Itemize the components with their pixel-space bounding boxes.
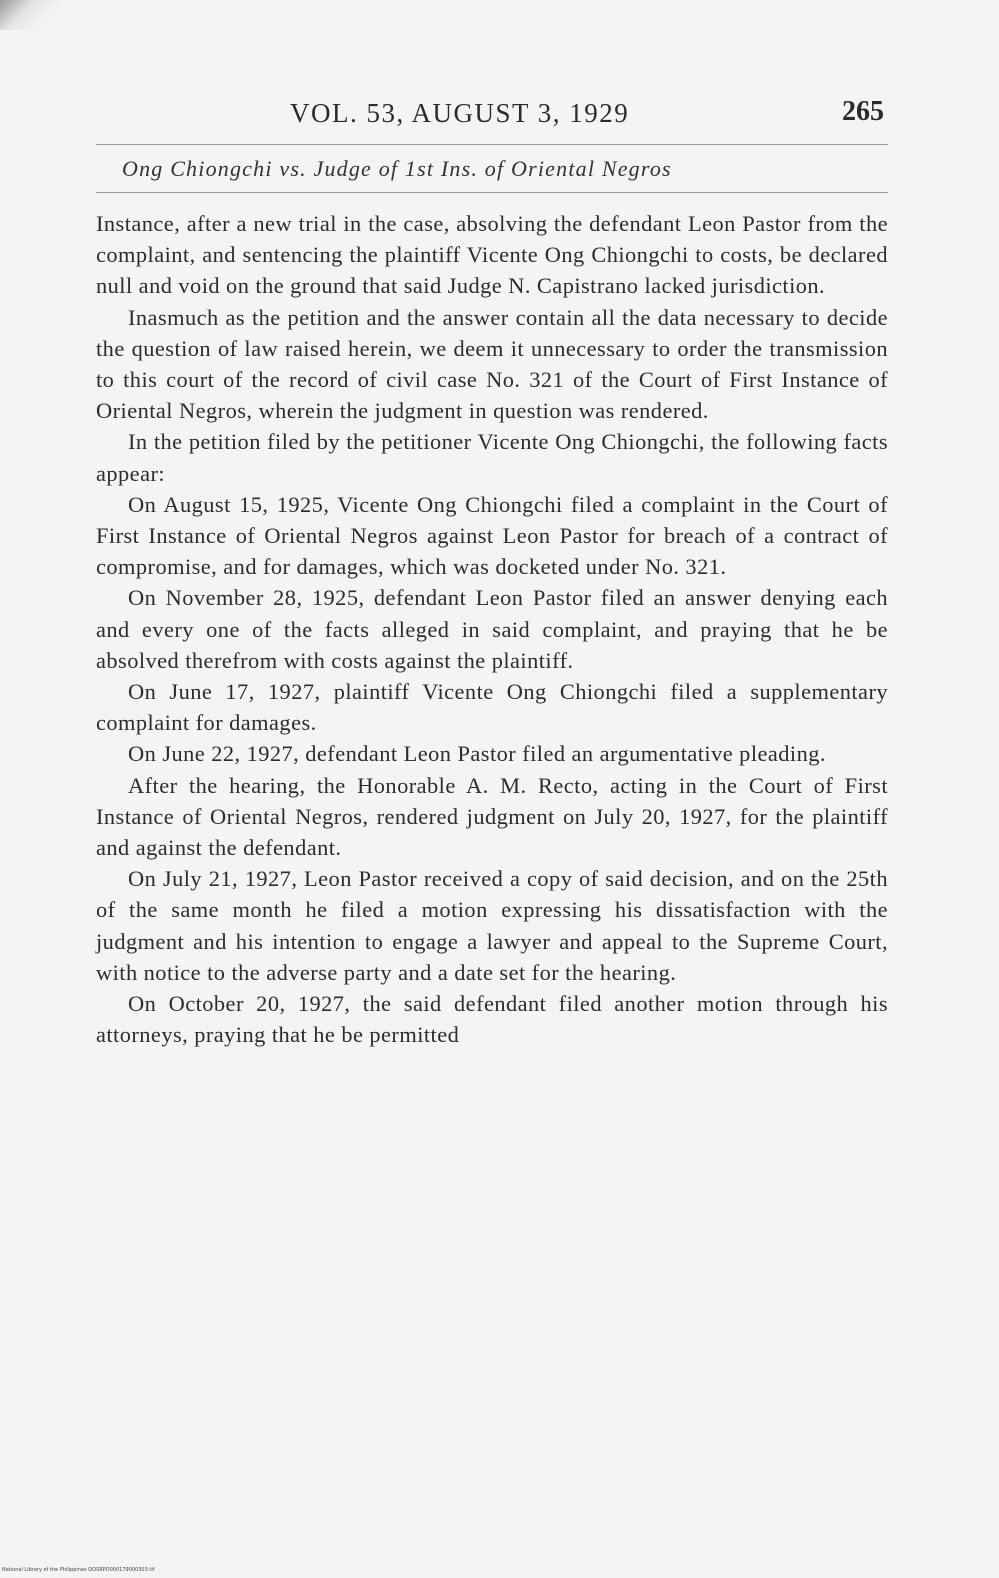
paragraph: On June 17, 1927, plaintiff Vicente Ong Chiongchi filed a supplementary complaint for damages. <box>96 679 888 736</box>
page-number: 265 <box>842 96 884 127</box>
header-rule-bottom <box>96 192 888 193</box>
paragraph: On June 22, 1927, defendant Leon Pastor filed an argumentative pleading. <box>128 741 826 767</box>
paragraph-continued: Instance, after a new trial in the case, absolving the defendant Leon Pastor from the complaint, and sentencing the plaintiff Vicente Ong Chiongchi to costs, be declared null and void on the ground that said Judge N. Capistrano lacked jurisdiction. <box>96 211 888 299</box>
body-text <box>96 208 888 1050</box>
book-page <box>96 96 888 1048</box>
volume-date: VOL. 53, AUGUST 3, 1929 <box>290 98 630 128</box>
header-rule-top <box>96 144 888 145</box>
paragraph: On July 21, 1927, Leon Pastor received a copy of said decision, and on the 25th of the same month he filed a motion expressing his dissatisfaction with the judgment and his intention to engage a lawyer and appeal to the Supreme Court, with notice to the adverse party and a date set for the hearing. <box>96 866 888 985</box>
paragraph: On August 15, 1925, Vicente Ong Chiongchi filed a complaint in the Court of First Instance of Oriental Negros against Leon Pastor for breach of a contract of compromise, and for damages, which was docketed under No. 321. <box>96 491 888 580</box>
paragraph: On November 28, 1925, defendant Leon Pastor filed an answer denying each and every one of the facts alleged in said complaint, and praying that he be absolved therefrom with costs against the plaintiff. <box>96 585 888 673</box>
paragraph: After the hearing, the Honorable A. M. Recto, acting in the Court of First Instance of Oriental Negros, rendered judgment on July 20, 1927, for the plaintiff and against the defendant. <box>96 772 888 861</box>
paragraph: Inasmuch as the petition and the answer contain all the data necessary to decide the question of law raised herein, we deem it unnecessary to order the transmission to this court of the record of civil case No. 321 of the Court of First Instance of Oriental Negros, wherein the judgment in question was rendered. <box>96 304 888 424</box>
paragraph: In the petition filed by the petitioner Vicente Ong Chiongchi, the following facts appear: <box>96 429 888 486</box>
scan-corner-shadow <box>0 0 60 30</box>
case-title: Ong Chiongchi vs. Judge of 1st Ins. of Oriental Negros <box>122 156 672 181</box>
paragraph: On October 20, 1927, the said defendant filed another motion through his attorneys, praying that he be permitted <box>96 991 888 1048</box>
scan-credit: National Library of the Philippines DOSRPO000179000303.tif <box>2 1567 155 1573</box>
running-head <box>96 96 888 140</box>
